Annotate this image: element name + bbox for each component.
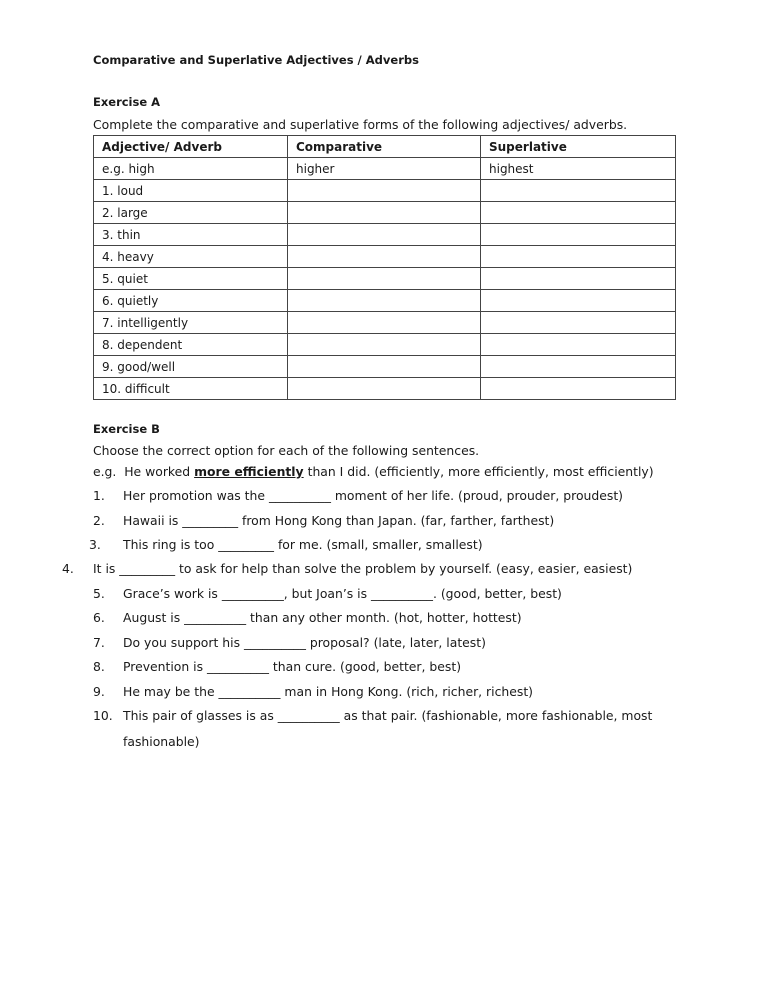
comparative-cell[interactable] bbox=[288, 378, 481, 400]
table-row bbox=[94, 180, 676, 202]
question-number: 2. bbox=[93, 513, 105, 528]
question-text: Grace’s work is __________, but Joan’s is __________. (good, better, best) bbox=[123, 586, 562, 601]
question-text: It is _________ to ask for help than solve the problem by yourself. (easy, easier, easiest) bbox=[93, 561, 633, 576]
table-row bbox=[94, 356, 676, 378]
word-cell: 1. loud bbox=[94, 180, 288, 202]
table-row bbox=[94, 224, 676, 246]
table-row bbox=[94, 268, 676, 290]
comparative-cell[interactable] bbox=[288, 290, 481, 312]
word-cell: 4. heavy bbox=[94, 246, 288, 268]
superlative-cell[interactable] bbox=[481, 224, 676, 246]
word-cell: 9. good/well bbox=[94, 356, 288, 378]
word-cell: 10. difficult bbox=[94, 378, 288, 400]
comparative-cell[interactable] bbox=[288, 268, 481, 290]
question-text: Do you support his __________ proposal? (late, later, latest) bbox=[123, 635, 486, 650]
table-row bbox=[94, 202, 676, 224]
question-number: 10. bbox=[93, 708, 113, 723]
word-cell: 6. quietly bbox=[94, 290, 288, 312]
header-superlative: Superlative bbox=[481, 136, 676, 158]
word-cell: 2. large bbox=[94, 202, 288, 224]
question-number: 9. bbox=[93, 684, 105, 699]
table-row bbox=[94, 334, 676, 356]
table-row bbox=[94, 312, 676, 334]
table-row bbox=[94, 158, 676, 180]
exercise-b-heading: Exercise B bbox=[93, 422, 160, 436]
question-text: Prevention is __________ than cure. (good, better, best) bbox=[123, 659, 462, 674]
question-text: This ring is too _________ for me. (small, smaller, smallest) bbox=[123, 537, 483, 552]
worksheet-title: Comparative and Superlative Adjectives / Adverbs bbox=[93, 53, 419, 67]
comparative-cell[interactable] bbox=[288, 180, 481, 202]
superlative-cell[interactable] bbox=[481, 356, 676, 378]
adjective-forms-table bbox=[93, 135, 676, 400]
comparative-cell[interactable] bbox=[288, 224, 481, 246]
question-number: 4. bbox=[62, 561, 74, 576]
table-row bbox=[94, 290, 676, 312]
comparative-cell: higher bbox=[288, 158, 481, 180]
superlative-cell[interactable] bbox=[481, 290, 676, 312]
superlative-cell[interactable] bbox=[481, 202, 676, 224]
word-cell: e.g. high bbox=[94, 158, 288, 180]
example-sentence bbox=[93, 464, 654, 479]
question-text: He may be the __________ man in Hong Kong. (rich, richer, richest) bbox=[123, 684, 534, 699]
comparative-cell[interactable] bbox=[288, 202, 481, 224]
table-header-row bbox=[94, 136, 676, 158]
question-number: 6. bbox=[93, 610, 105, 625]
header-comparative: Comparative bbox=[288, 136, 481, 158]
question-text: August is __________ than any other month. (hot, hotter, hottest) bbox=[123, 610, 522, 625]
word-cell: 3. thin bbox=[94, 224, 288, 246]
superlative-cell[interactable] bbox=[481, 268, 676, 290]
exercise-a-heading: Exercise A bbox=[93, 95, 161, 109]
question-number: 3. bbox=[89, 537, 101, 552]
superlative-cell[interactable] bbox=[481, 312, 676, 334]
example-prefix: e.g. He worked bbox=[93, 464, 195, 479]
superlative-cell: highest bbox=[481, 158, 676, 180]
comparative-cell[interactable] bbox=[288, 312, 481, 334]
question-text: Her promotion was the __________ moment of her life. (proud, prouder, proudest) bbox=[123, 488, 624, 503]
word-cell: 8. dependent bbox=[94, 334, 288, 356]
exercise-a-instruction: Complete the comparative and superlative forms of the following adjectives/ adverbs. bbox=[93, 117, 628, 132]
superlative-cell[interactable] bbox=[481, 334, 676, 356]
question-text: This pair of glasses is as __________ as that pair. (fashionable, more fashionable, most bbox=[123, 708, 653, 723]
example-answer: more efficiently bbox=[194, 464, 304, 479]
header-adjective: Adjective/ Adverb bbox=[94, 136, 288, 158]
question-number: 5. bbox=[93, 586, 105, 601]
table-row bbox=[94, 378, 676, 400]
word-cell: 7. intelligently bbox=[94, 312, 288, 334]
superlative-cell[interactable] bbox=[481, 180, 676, 202]
example-suffix: than I did. (efficiently, more efficiently, most efficiently) bbox=[303, 464, 654, 479]
superlative-cell[interactable] bbox=[481, 378, 676, 400]
table-row bbox=[94, 246, 676, 268]
question-number: 8. bbox=[93, 659, 105, 674]
superlative-cell[interactable] bbox=[481, 246, 676, 268]
comparative-cell[interactable] bbox=[288, 334, 481, 356]
comparative-cell[interactable] bbox=[288, 246, 481, 268]
question-number: 1. bbox=[93, 488, 105, 503]
question-number: 7. bbox=[93, 635, 105, 650]
comparative-cell[interactable] bbox=[288, 356, 481, 378]
word-cell: 5. quiet bbox=[94, 268, 288, 290]
exercise-b-instruction: Choose the correct option for each of the following sentences. bbox=[93, 443, 480, 458]
question-continuation: fashionable) bbox=[123, 734, 200, 749]
question-text: Hawaii is _________ from Hong Kong than Japan. (far, farther, farthest) bbox=[123, 513, 555, 528]
